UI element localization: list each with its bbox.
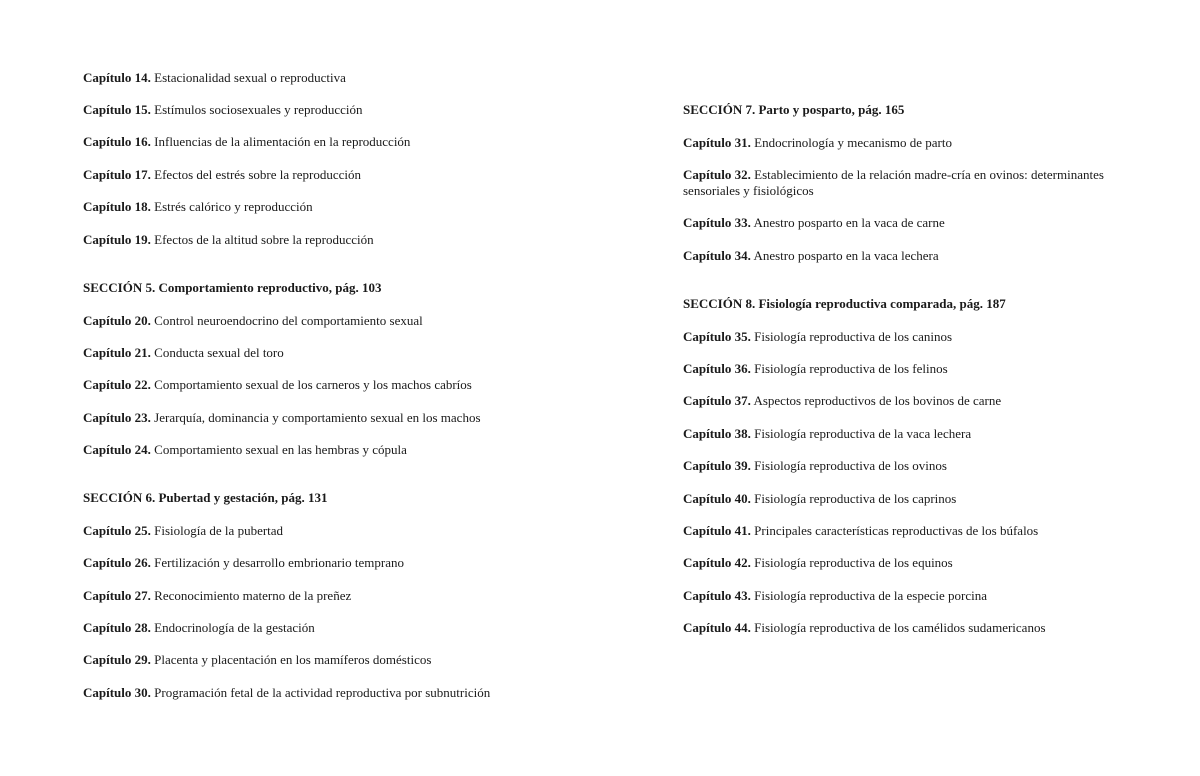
- section-heading: SECCIÓN 5. Comportamiento reproductivo, pág. 103: [83, 280, 382, 295]
- chapter-title: Estímulos sociosexuales y reproducción: [154, 102, 363, 117]
- chapter-entry: [83, 199, 623, 215]
- chapter-entry: [683, 458, 1123, 474]
- chapter-title: Comportamiento sexual de los carneros y los machos cabríos: [154, 377, 472, 392]
- chapter-entry: [83, 652, 623, 668]
- chapter-number: Capítulo 26.: [83, 555, 151, 570]
- chapter-title: Comportamiento sexual en las hembras y cópula: [154, 442, 407, 457]
- chapter-number: Capítulo 36.: [683, 361, 751, 376]
- chapter-entry: [683, 135, 1123, 151]
- chapter-number: Capítulo 18.: [83, 199, 151, 214]
- chapter-title: Fisiología reproductiva de los camélidos sudamericanos: [754, 620, 1046, 635]
- chapter-title: Fisiología de la pubertad: [154, 523, 284, 538]
- chapter-title: Placenta y placentación en los mamíferos domésticos: [154, 652, 432, 667]
- chapter-number: Capítulo 38.: [683, 426, 751, 441]
- chapter-title: Establecimiento de la relación madre-cría en ovinos: determinantes sensoriales y fisiológicos: [683, 167, 1104, 198]
- section-heading: SECCIÓN 8. Fisiología reproductiva comparada, pág. 187: [683, 296, 1006, 311]
- chapter-title: Fisiología reproductiva de la vaca lechera: [754, 426, 972, 441]
- chapter-number: Capítulo 25.: [83, 523, 151, 538]
- chapter-title: Conducta sexual del toro: [154, 345, 284, 360]
- chapter-entry: [683, 248, 1123, 264]
- chapter-title: Reconocimiento materno de la preñez: [154, 588, 352, 603]
- chapter-number: Capítulo 30.: [83, 685, 151, 700]
- chapter-entry: [683, 523, 1123, 539]
- chapter-entry: [83, 410, 623, 426]
- chapter-number: Capítulo 44.: [683, 620, 751, 635]
- chapter-entry: [83, 555, 623, 571]
- chapter-title: Endocrinología de la gestación: [154, 620, 315, 635]
- chapter-title: Endocrinología y mecanismo de parto: [754, 135, 952, 150]
- chapter-number: Capítulo 28.: [83, 620, 151, 635]
- chapter-entry: [683, 215, 1123, 231]
- chapter-title: Anestro posparto en la vaca de carne: [753, 215, 945, 230]
- chapter-entry: [83, 70, 623, 86]
- chapter-entry: [683, 555, 1123, 571]
- chapter-entry: [683, 361, 1123, 377]
- chapter-number: Capítulo 41.: [683, 523, 751, 538]
- chapter-number: Capítulo 19.: [83, 232, 151, 247]
- chapter-entry: [683, 329, 1123, 345]
- chapter-number: Capítulo 14.: [83, 70, 151, 85]
- chapter-number: Capítulo 42.: [683, 555, 751, 570]
- chapter-number: Capítulo 15.: [83, 102, 151, 117]
- chapter-entry: [683, 167, 1123, 199]
- chapter-title: Aspectos reproductivos de los bovinos de carne: [753, 393, 1002, 408]
- chapter-title: Efectos del estrés sobre la reproducción: [154, 167, 361, 182]
- chapter-number: Capítulo 22.: [83, 377, 151, 392]
- chapter-entry: [83, 102, 623, 118]
- chapter-title: Estacionalidad sexual o reproductiva: [154, 70, 346, 85]
- chapter-title: Fisiología reproductiva de los equinos: [754, 555, 953, 570]
- chapter-title: Fisiología reproductiva de los caninos: [754, 329, 953, 344]
- chapter-title: Influencias de la alimentación en la reproducción: [154, 134, 411, 149]
- chapter-title: Jerarquía, dominancia y comportamiento sexual en los machos: [154, 410, 481, 425]
- chapter-number: Capítulo 24.: [83, 442, 151, 457]
- chapter-entry: [83, 134, 623, 150]
- chapter-number: Capítulo 39.: [683, 458, 751, 473]
- chapter-number: Capítulo 40.: [683, 491, 751, 506]
- chapter-title: Fisiología reproductiva de los caprinos: [754, 491, 957, 506]
- chapter-entry: [83, 232, 623, 248]
- chapter-entry: [683, 393, 1123, 409]
- chapter-entry: [83, 167, 623, 183]
- chapter-entry: [683, 588, 1123, 604]
- chapter-title: Fertilización y desarrollo embrionario temprano: [154, 555, 404, 570]
- chapter-entry: [83, 620, 623, 636]
- chapter-entry: [683, 491, 1123, 507]
- chapter-title: Fisiología reproductiva de la especie porcina: [754, 588, 987, 603]
- chapter-number: Capítulo 37.: [683, 393, 751, 408]
- chapter-number: Capítulo 43.: [683, 588, 751, 603]
- chapter-entry: [83, 685, 623, 701]
- chapter-title: Programación fetal de la actividad reproductiva por subnutrición: [154, 685, 491, 700]
- chapter-entry: [83, 523, 623, 539]
- chapter-number: Capítulo 17.: [83, 167, 151, 182]
- chapter-entry: [683, 620, 1123, 636]
- chapter-number: Capítulo 33.: [683, 215, 751, 230]
- chapter-number: Capítulo 21.: [83, 345, 151, 360]
- section-heading: SECCIÓN 7. Parto y posparto, pág. 165: [683, 102, 905, 117]
- chapter-title: Anestro posparto en la vaca lechera: [753, 248, 939, 263]
- chapter-number: Capítulo 27.: [83, 588, 151, 603]
- chapter-number: Capítulo 23.: [83, 410, 151, 425]
- chapter-number: Capítulo 31.: [683, 135, 751, 150]
- chapter-title: Efectos de la altitud sobre la reproducción: [154, 232, 374, 247]
- chapter-number: Capítulo 20.: [83, 313, 151, 328]
- chapter-number: Capítulo 16.: [83, 134, 151, 149]
- chapter-number: Capítulo 29.: [83, 652, 151, 667]
- chapter-number: Capítulo 34.: [683, 248, 751, 263]
- chapter-entry: [83, 442, 623, 458]
- chapter-number: Capítulo 35.: [683, 329, 751, 344]
- chapter-entry: [83, 377, 623, 393]
- chapter-entry: [683, 426, 1123, 442]
- chapter-title: Fisiología reproductiva de los ovinos: [754, 458, 947, 473]
- chapter-title: Estrés calórico y reproducción: [154, 199, 313, 214]
- chapter-entry: [83, 345, 623, 361]
- chapter-title: Fisiología reproductiva de los felinos: [754, 361, 948, 376]
- chapter-title: Control neuroendocrino del comportamiento sexual: [154, 313, 423, 328]
- chapter-entry: [83, 588, 623, 604]
- chapter-number: Capítulo 32.: [683, 167, 751, 182]
- section-heading: SECCIÓN 6. Pubertad y gestación, pág. 131: [83, 490, 328, 505]
- chapter-title: Principales características reproductivas de los búfalos: [754, 523, 1039, 538]
- chapter-entry: [83, 313, 623, 329]
